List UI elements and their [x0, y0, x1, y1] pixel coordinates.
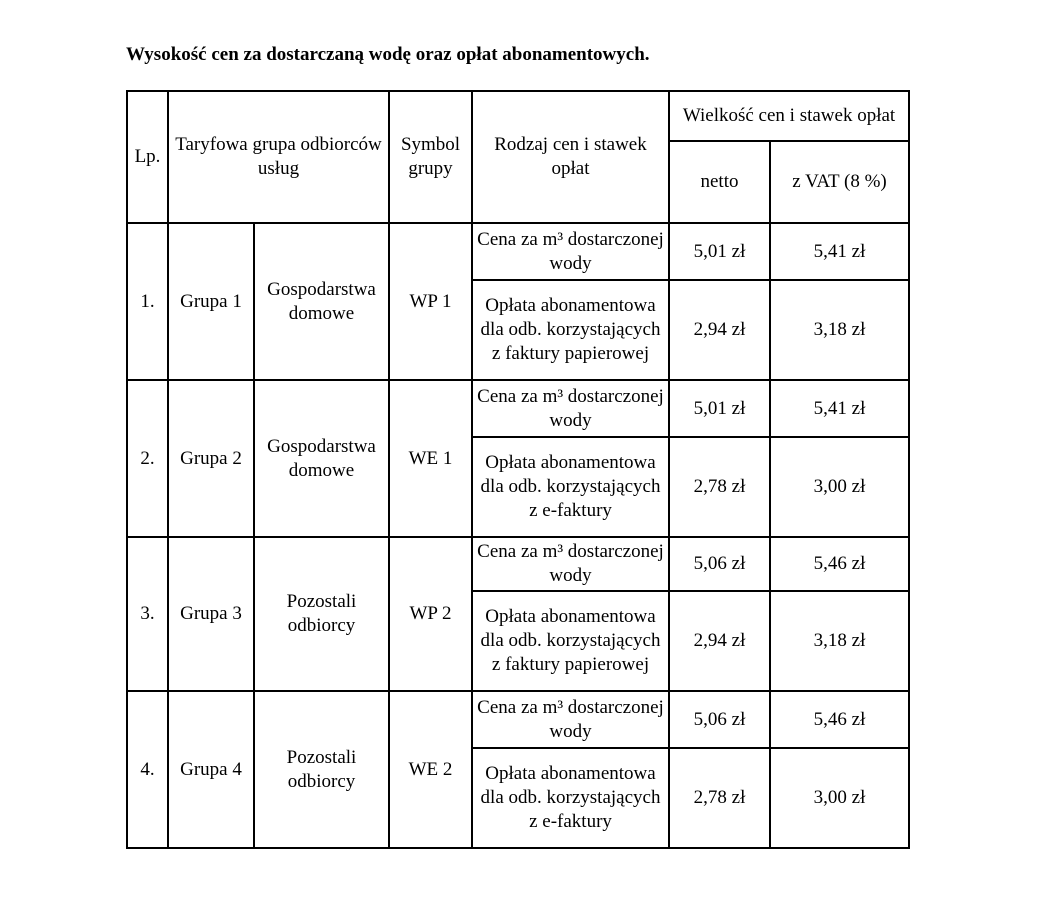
cell-kind: Cena za m³ dostarczonej wody: [472, 223, 669, 280]
header-lp: Lp.: [127, 91, 168, 223]
header-group: Taryfowa grupa odbiorców usług: [168, 91, 389, 223]
cell-symbol: WE 1: [389, 380, 472, 537]
cell-group: Grupa 3: [168, 537, 254, 691]
cell-lp: 2.: [127, 380, 168, 537]
cell-kind: Cena za m³ dostarczonej wody: [472, 691, 669, 748]
cell-kind: Opłata abonamentowa dla odb. korzystających z e-faktury: [472, 437, 669, 537]
cell-net: 5,06 zł: [669, 537, 770, 591]
cell-vat: 5,46 zł: [770, 537, 909, 591]
cell-net: 2,94 zł: [669, 591, 770, 691]
cell-kind: Opłata abonamentowa dla odb. korzystających z faktury papierowej: [472, 280, 669, 380]
header-net: netto: [669, 141, 770, 223]
cell-lp: 1.: [127, 223, 168, 380]
cell-group: Grupa 4: [168, 691, 254, 848]
cell-net: 2,78 zł: [669, 748, 770, 848]
cell-kind: Cena za m³ dostarczonej wody: [472, 380, 669, 437]
tariff-table: [126, 90, 910, 849]
cell-net: 5,06 zł: [669, 691, 770, 748]
header-symbol: Symbol grupy: [389, 91, 472, 223]
document-title: Wysokość cen za dostarczaną wodę oraz opłat abonamentowych.: [126, 44, 650, 65]
cell-lp: 4.: [127, 691, 168, 848]
table-row: [127, 537, 909, 591]
cell-vat: 3,18 zł: [770, 280, 909, 380]
header-vat: z VAT (8 %): [770, 141, 909, 223]
cell-net: 2,78 zł: [669, 437, 770, 537]
cell-vat: 5,41 zł: [770, 380, 909, 437]
table-header: [127, 91, 909, 223]
cell-kind: Opłata abonamentowa dla odb. korzystających z e-faktury: [472, 748, 669, 848]
table-row: [127, 380, 909, 437]
cell-net: 5,01 zł: [669, 380, 770, 437]
cell-symbol: WP 1: [389, 223, 472, 380]
header-size: Wielkość cen i stawek opłat: [669, 91, 909, 141]
cell-net: 2,94 zł: [669, 280, 770, 380]
table-body: [127, 223, 909, 848]
cell-net: 5,01 zł: [669, 223, 770, 280]
cell-type: Pozostali odbiorcy: [254, 691, 389, 848]
cell-type: Gospodarstwa domowe: [254, 380, 389, 537]
cell-symbol: WP 2: [389, 537, 472, 691]
table-row: [127, 223, 909, 280]
cell-kind: Opłata abonamentowa dla odb. korzystających z faktury papierowej: [472, 591, 669, 691]
cell-kind: Cena za m³ dostarczonej wody: [472, 537, 669, 591]
cell-group: Grupa 2: [168, 380, 254, 537]
cell-group: Grupa 1: [168, 223, 254, 380]
cell-symbol: WE 2: [389, 691, 472, 848]
table-row: [127, 691, 909, 748]
header-kind: Rodzaj cen i stawek opłat: [472, 91, 669, 223]
cell-vat: 3,18 zł: [770, 591, 909, 691]
cell-type: Pozostali odbiorcy: [254, 537, 389, 691]
cell-vat: 3,00 zł: [770, 748, 909, 848]
cell-type: Gospodarstwa domowe: [254, 223, 389, 380]
cell-vat: 3,00 zł: [770, 437, 909, 537]
cell-vat: 5,41 zł: [770, 223, 909, 280]
cell-vat: 5,46 zł: [770, 691, 909, 748]
cell-lp: 3.: [127, 537, 168, 691]
